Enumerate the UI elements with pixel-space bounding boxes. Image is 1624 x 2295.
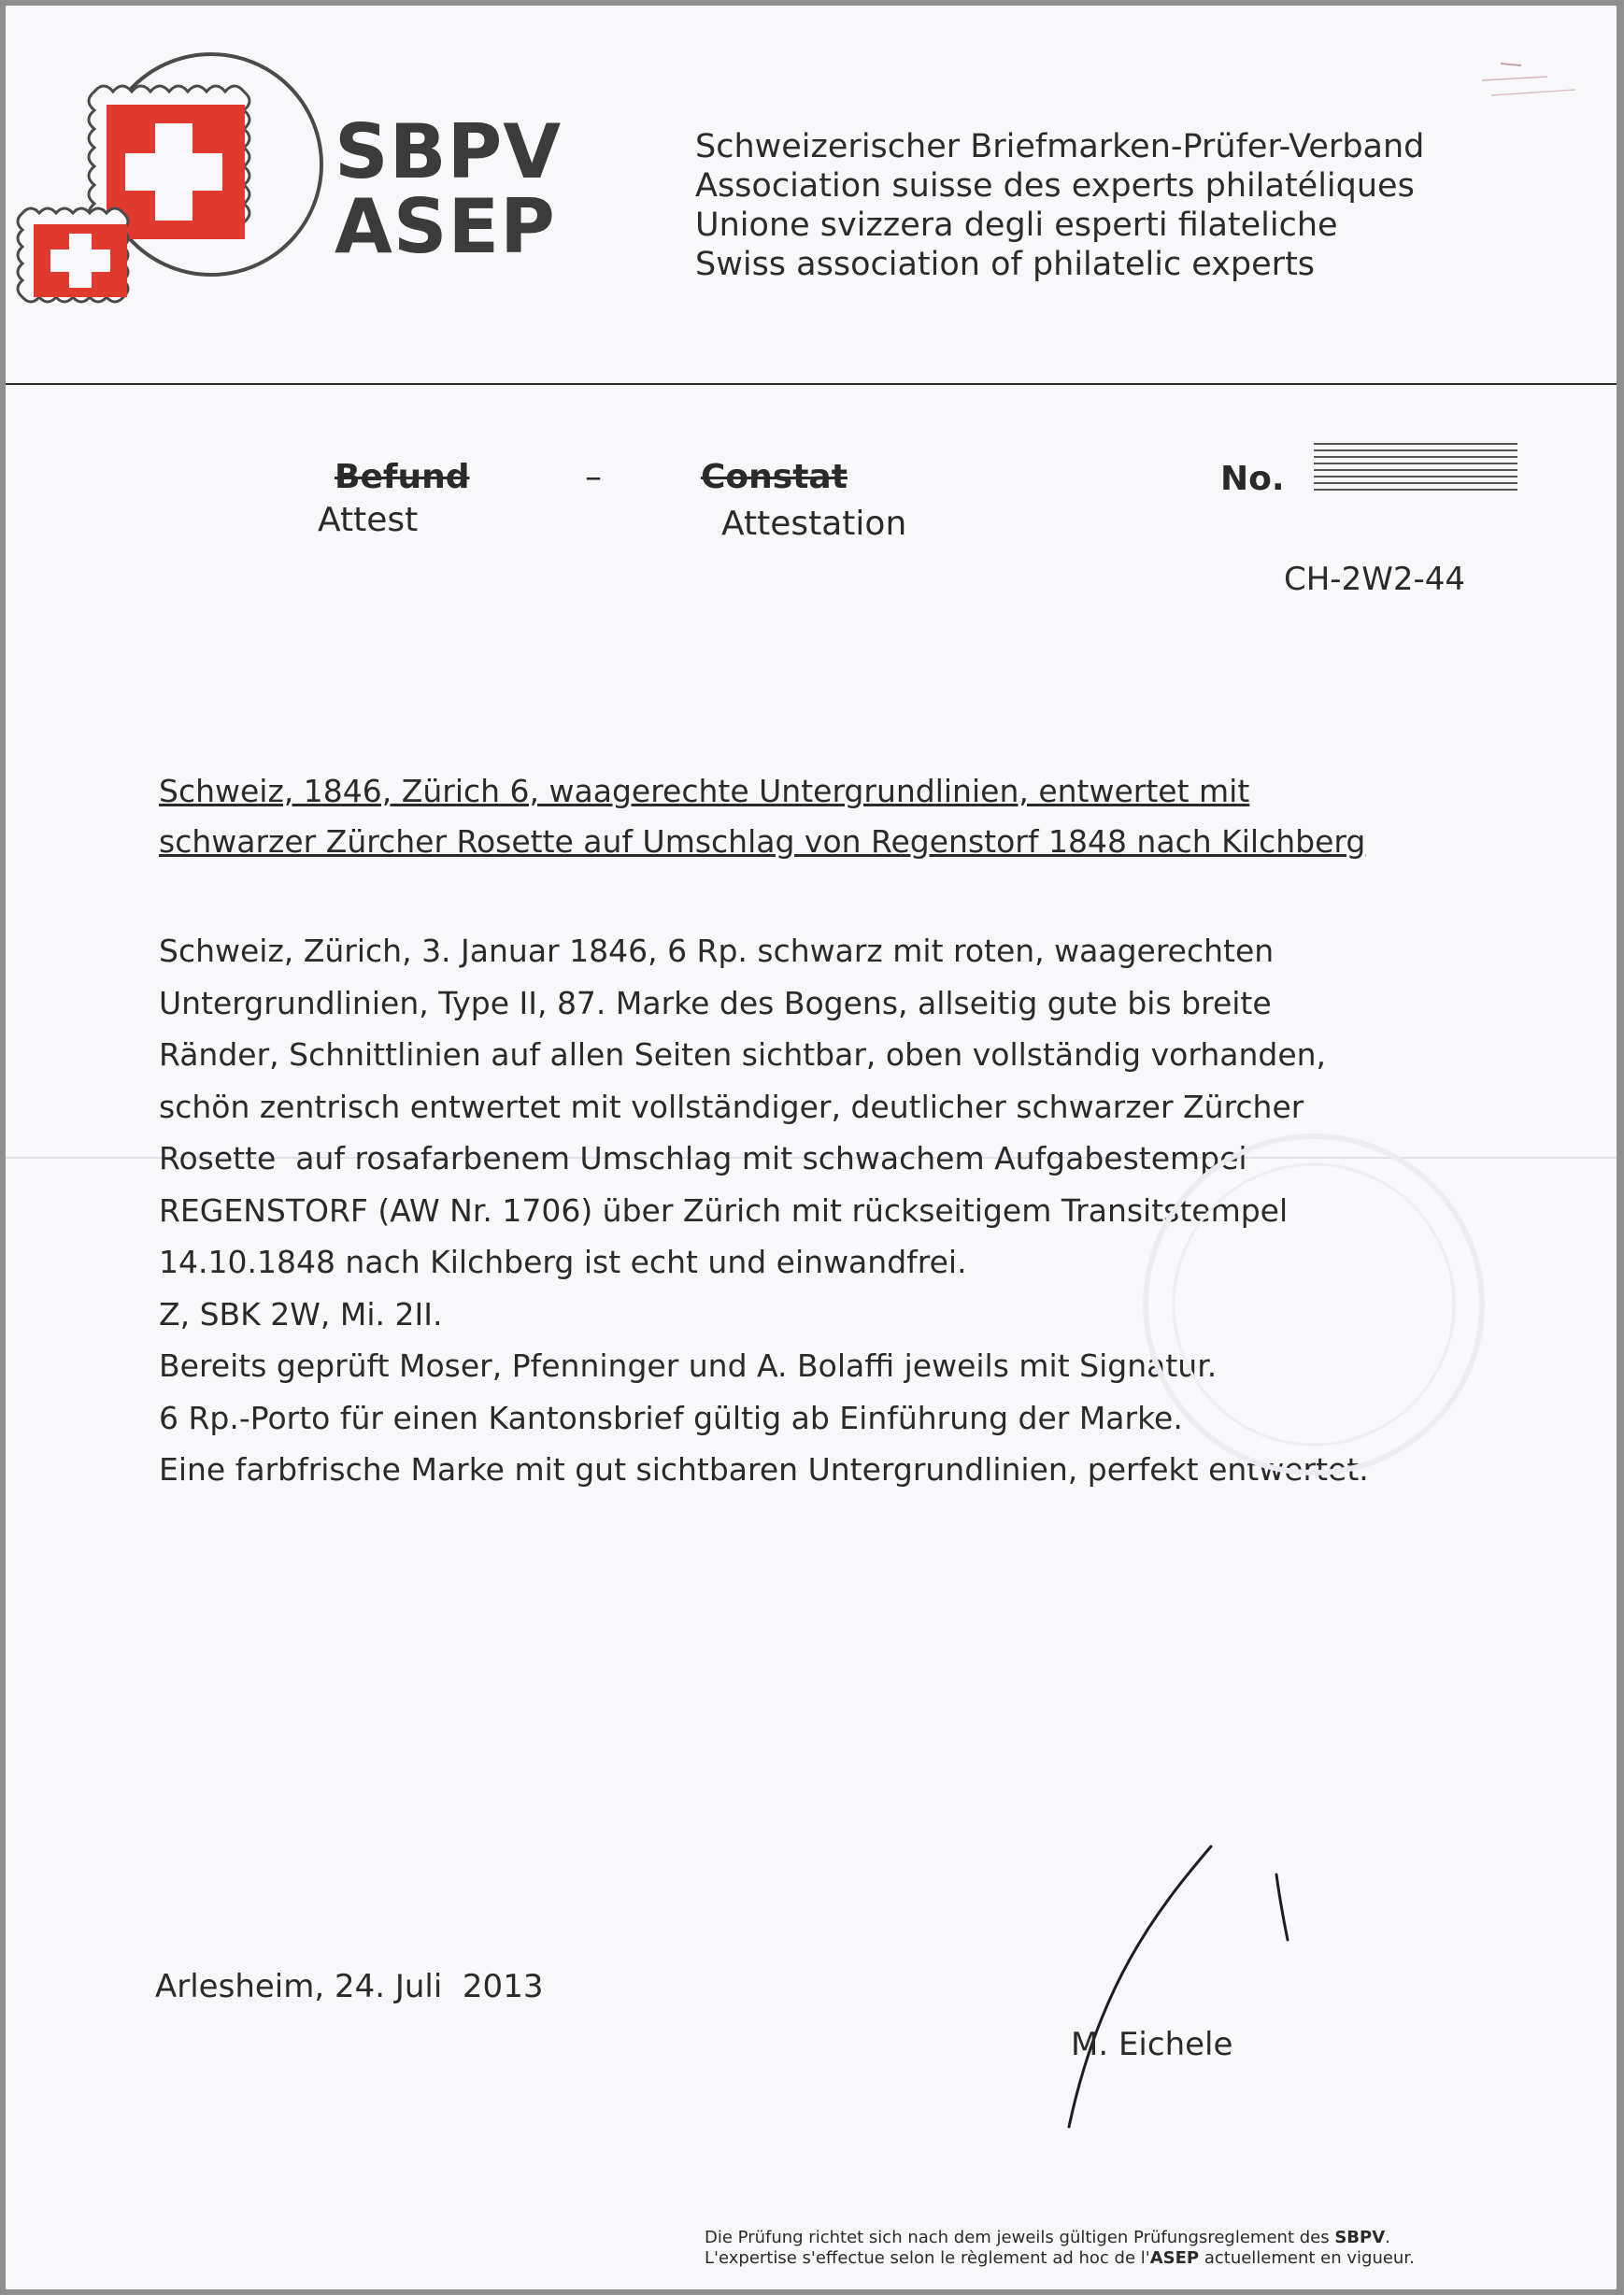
description-line: 14.10.1848 nach Kilchberg ist echt und einwandfrei. [159, 1244, 967, 1280]
footer-asep: ASEP [1149, 2248, 1200, 2268]
number-label: No. [1220, 460, 1285, 498]
description-line: Eine farbfrische Marke mit gut sichtbaren Untergrundlinien, perfekt entwertet. [159, 1451, 1369, 1488]
footer-text: L'expertise s'effectue selon le règlement ad hoc de l' [705, 2248, 1150, 2268]
description-line: Bereits geprüft Moser, Pfenninger und A. Bolaffi jeweils mit Signatur. [159, 1347, 1218, 1384]
subject-line: Schweiz, 1846, Zürich 6, waagerechte Untergrundlinien, entwertet mit [159, 773, 1250, 809]
description-line: Z, SBK 2W, Mi. 2II. [159, 1295, 443, 1333]
certificate-number: CH-2W2-44 [1284, 561, 1465, 598]
description-line: REGENSTORF (AW Nr. 1706) über Zürich mit rückseitigem Transitstempel [159, 1191, 1289, 1229]
place-and-date: Arlesheim, 24. Juli 2013 [155, 1968, 544, 2005]
description-line: 6 Rp.-Porto für einen Kantonsbrief gültig ab Einführung der Marke. [159, 1399, 1183, 1436]
description-line: Rosette auf rosafarbenem Umschlag mit schwachem Aufgabestempel [159, 1140, 1247, 1176]
embossed-seal-icon [1118, 1108, 1510, 1501]
association-name-en: Swiss association of philatelic experts [695, 246, 1316, 283]
footer-line-fr [705, 2248, 1564, 2269]
association-name-it: Unione svizzera degli esperti filateliche [695, 207, 1338, 244]
subject-heading [159, 766, 1523, 867]
footer-text: Die Prüfung richtet sich nach dem jeweils gültigen Prüfungsreglement des [705, 2228, 1335, 2247]
brand-wordmark [335, 108, 563, 270]
description-line: Ränder, Schnittlinien auf allen Seiten sichtbar, oben vollständig vorhanden, [159, 1036, 1327, 1073]
description-line: Schweiz, Zürich, 3. Januar 1846, 6 Rp. schwarz mit roten, waagerechten [159, 933, 1275, 969]
attest-label: Attest [318, 501, 419, 539]
footer-text: . [1385, 2228, 1390, 2247]
pencil-mark-icon [1473, 52, 1585, 118]
subject-line: schwarzer Zürcher Rosette auf Umschlag von Regenstorf 1848 nach Kilchberg [159, 823, 1366, 860]
signer-name: M. Eichele [1071, 2026, 1233, 2063]
footer-sbpv: SBPV [1334, 2228, 1386, 2247]
footer-line-de [705, 2228, 1564, 2248]
association-names [695, 127, 1424, 284]
description-line: Untergrundlinien, Type II, 87. Marke des Bogens, allseitig gute bis breite [159, 984, 1272, 1021]
header-divider [6, 383, 1617, 385]
footer-notice [705, 2228, 1564, 2269]
brand-sbpv: SBPV [335, 108, 563, 195]
swiss-cross-stamps-logo-icon [6, 26, 342, 372]
certificate-sheet [6, 6, 1617, 2289]
redacted-number-bars [1314, 441, 1517, 495]
brand-asep: ASEP [335, 183, 556, 270]
befund-label: Befund [335, 458, 470, 496]
description-line: schön zentrisch entwertet mit vollständiger, deutlicher schwarzer Zürcher [159, 1088, 1304, 1125]
handwritten-signature-icon [996, 1828, 1314, 2145]
footer-text: actuellement en vigueur. [1199, 2248, 1415, 2268]
association-name-de: Schweizerischer Briefmarken-Prüfer-Verband [695, 128, 1425, 165]
constat-label: Constat [701, 458, 848, 496]
title-dash: – [585, 458, 602, 496]
association-name-fr: Association suisse des experts philatéliques [695, 167, 1415, 205]
attestation-label: Attestation [721, 505, 907, 543]
